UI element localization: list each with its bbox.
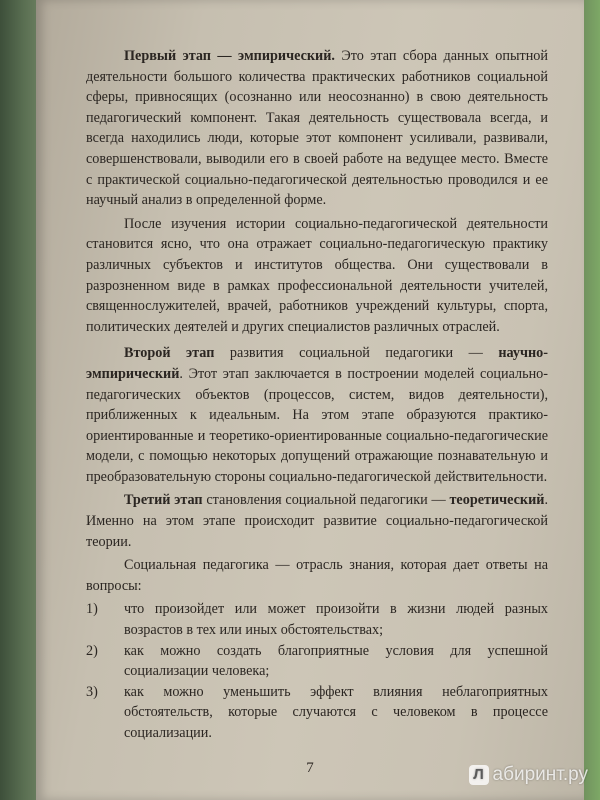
list-item-text: как можно уменьшить эффект влияния неблагоприятных обстоятельств, которые случаются с человеком в процессе социализации. [124, 683, 548, 741]
list-item-number: 3) [86, 683, 98, 700]
third-stage-mid: становления социальной педагогики — [202, 492, 450, 509]
list-item-text: как можно создать благоприятные условия для успешной социализации человека; [124, 642, 548, 680]
first-stage-heading: Первый этап — эмпирический. [124, 48, 335, 64]
book-page [36, 0, 584, 800]
list-item [86, 641, 548, 682]
paragraph-first-stage [86, 46, 548, 211]
third-stage-term: теоретический [449, 492, 545, 509]
watermark [469, 764, 588, 786]
page-number: 7 [306, 760, 314, 776]
questions-list [86, 599, 548, 743]
background-left [0, 0, 40, 800]
first-stage-body: Это этап сбора данных опытной деятельности большого количества практических работников социальной сферы, привносящих (осознанно или неосознанно) в свою деятельность педагогический компонент. Такая деятельность существовала всегда, и всегда находились люди, которые этот компонент усиливали, развивали, совершенствовали, выводили его в своей работе на ведущее место. Вместе с практической социально-педагогической деятельностью проводился и ее научный анализ в определенной форме. [86, 48, 548, 209]
third-stage-body: . Именно на этом этапе происходит развитие социально-педагогической теории. [86, 492, 548, 550]
list-item [86, 682, 548, 744]
paragraph-second-stage [86, 343, 548, 487]
list-item [86, 599, 548, 640]
history-body: После изучения истории социально-педагогической деятельности становится ясно, что она отражает социально-педагогическую практику различных субъектов и институтов общества. Они существовали в разрозненном виде в рамках профессиональной деятельности учителей, священнослужителей, врачей, работников учреждений культуры, спорта, политических деятелей и других специалистов различных отраслей. [86, 215, 548, 335]
list-item-number: 2) [86, 642, 98, 659]
second-stage-mid: развития социальной педагогики — [214, 345, 499, 362]
watermark-text: абиринт.ру [492, 764, 588, 785]
paragraph-history [86, 214, 548, 338]
labirint-logo-icon: Л [469, 765, 489, 785]
paragraph-third-stage [86, 490, 548, 552]
third-stage-heading: Третий этап [124, 492, 203, 509]
second-stage-body: . Этот этап заключается в построении моделей социально-педагогических объектов (процессов, систем, видов деятельности), приближенных к идеальным. На этом этапе образуются практико-ориентированные и теоретико-ориентированные социально-педагогические модели, с помощью некоторых допущений отражающие познавательную и преобразовательную стороны социально-педагогической действительности. [86, 365, 548, 485]
definition-body: Социальная педагогика — отрасль знания, которая дает ответы на вопросы: [86, 557, 548, 594]
second-stage-heading: Второй этап [124, 345, 215, 362]
page-text [86, 46, 548, 744]
list-item-number: 1) [86, 601, 98, 618]
second-stage-term: научно-эмпирический [86, 345, 548, 382]
list-item-text: что произойдет или может произойти в жизни людей разных возрастов в тех или иных обстоятельствах; [124, 601, 548, 639]
paragraph-definition [86, 555, 548, 596]
